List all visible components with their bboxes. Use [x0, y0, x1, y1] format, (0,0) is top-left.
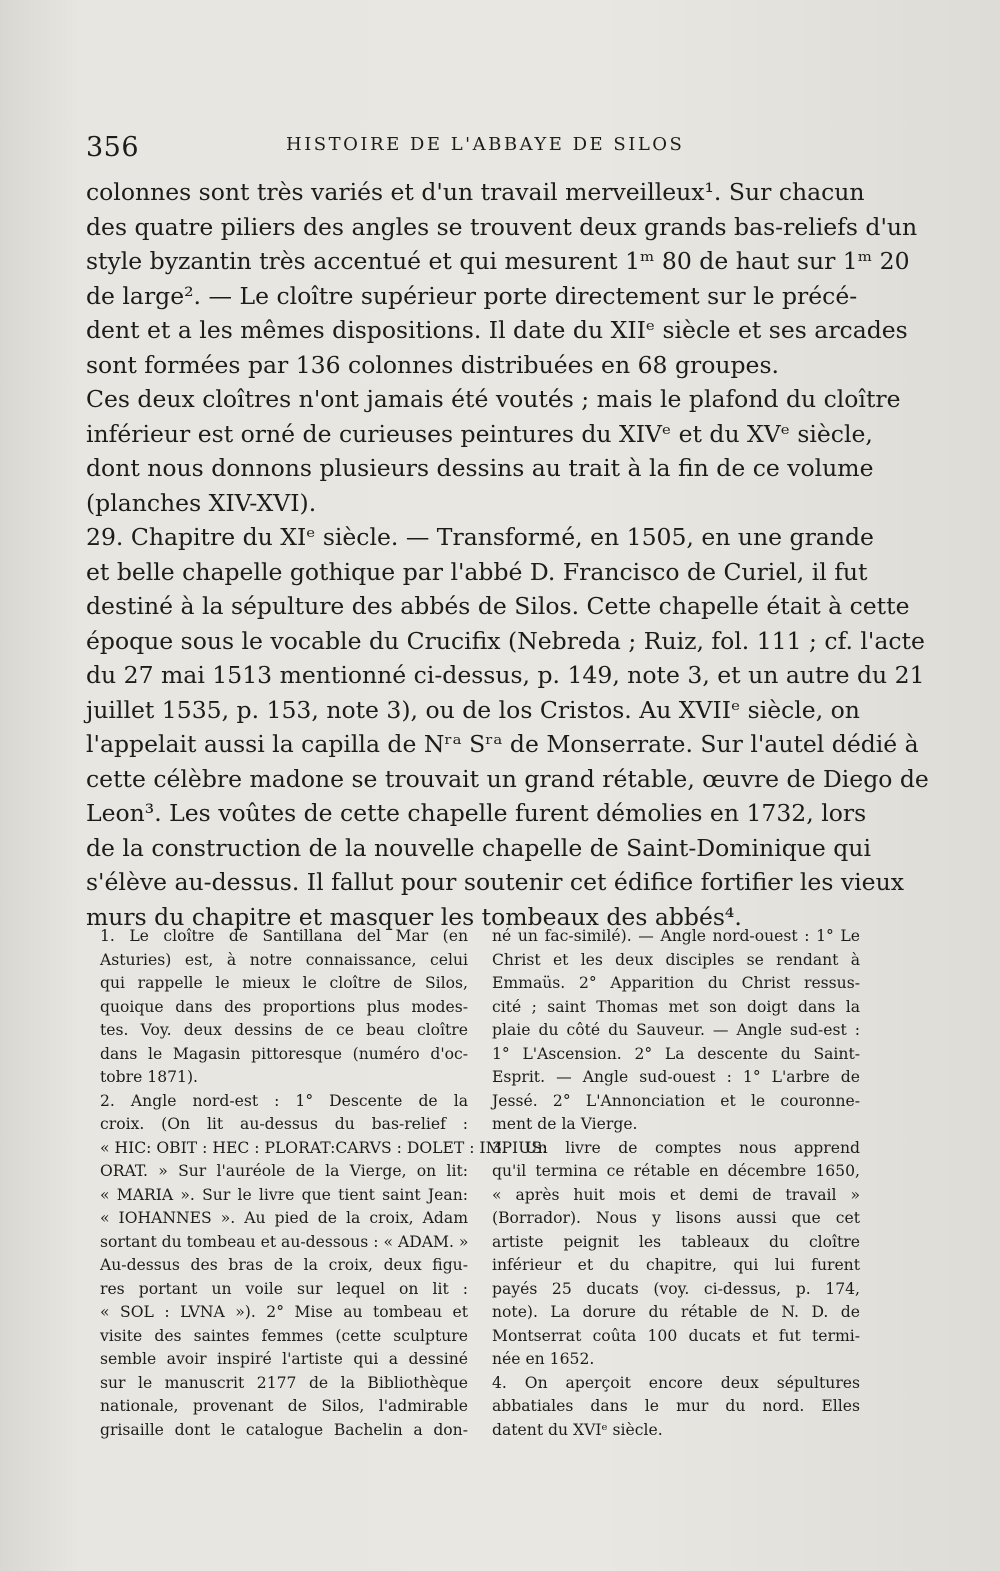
text-line: sont formées par 136 colonnes distribuées en 68 groupes.	[86, 350, 779, 379]
footnote-line: payés 25 ducats (voy. ci-dessus, p. 174,	[492, 1279, 860, 1298]
footnote-line: inférieur et du chapitre, qui lui furent	[492, 1256, 860, 1274]
footnote-line: 4. On aperçoit encore deux sépultures	[492, 1373, 860, 1392]
text-line: cette célèbre madone se trouvait un grand rétable, œuvre de Diego de	[86, 764, 929, 793]
text-line: juillet 1535, p. 153, note 3), ou de los Cristos. Au XVIIᵉ siècle, on	[86, 695, 860, 724]
text-line: (planches XIV-XVI).	[86, 488, 317, 517]
footnote-column-right	[492, 925, 860, 1442]
footnote-line: (Borrador). Nous y lisons aussi que cet	[492, 1209, 860, 1227]
text-line: dent et a les mêmes dispositions. Il date du XIIᵉ siècle et ses arcades	[86, 316, 908, 344]
text-line: des quatre piliers des angles se trouvent deux grands bas-reliefs d'un	[86, 212, 918, 241]
footnote-line: « MARIA ». Sur le livre que tient saint Jean:	[100, 1185, 468, 1204]
text-line: murs du chapitre et masquer les tombeaux des abbés⁴.	[86, 902, 742, 931]
footnote-line: nationale, provenant de Silos, l'admirable	[100, 1397, 468, 1415]
footnote-line: cité ; saint Thomas met son doigt dans la	[492, 997, 860, 1016]
main-text	[86, 175, 929, 934]
text-line: l'appelait aussi la capilla de Nʳᵃ Sʳᵃ de Monserrate. Sur l'autel dédié à	[86, 730, 919, 758]
footnote-line: sur le manuscrit 2177 de la Bibliothèque	[100, 1373, 468, 1392]
footnote-line: 2. Angle nord-est : 1° Descente de la	[100, 1091, 468, 1110]
footnote-line: res portant un voile sur lequel on lit :	[100, 1279, 468, 1298]
footnote-line: 1. Le cloître de Santillana del Mar (en	[100, 927, 468, 945]
footnote-line: Montserrat coûta 100 ducats et fut termi-	[492, 1326, 860, 1345]
footnote-line: plaie du côté du Sauveur. — Angle sud-est :	[492, 1021, 860, 1039]
text-line: Leon³. Les voûtes de cette chapelle furent démolies en 1732, lors	[86, 799, 867, 827]
footnote-line: née en 1652.	[492, 1350, 595, 1368]
footnote-line: Jessé. 2° L'Annonciation et le couronne-	[492, 1091, 860, 1110]
footnote-line: qui rappelle le mieux le cloître de Silos,	[100, 974, 468, 992]
footnote-line: Christ et les deux disciples se rendant à	[492, 950, 860, 969]
footnote-line: abbatiales dans le mur du nord. Elles	[492, 1397, 860, 1415]
footnote-line: artiste peignit les tableaux du cloître	[492, 1232, 860, 1251]
text-line: 29. Chapitre du XIᵉ siècle. — Transformé, en 1505, en une grande	[86, 523, 874, 551]
footnote-line: Esprit. — Angle sud-ouest : 1° L'arbre de	[492, 1068, 860, 1086]
footnote-line: croix. (On lit au-dessus du bas-relief :	[100, 1115, 468, 1133]
footnote-line: semble avoir inspiré l'artiste qui a dessiné	[100, 1350, 468, 1368]
text-line: époque sous le vocable du Crucifix (Nebreda ; Ruiz, fol. 111 ; cf. l'acte	[86, 626, 925, 655]
text-line: destiné à la sépulture des abbés de Silos. Cette chapelle était à cette	[86, 592, 910, 620]
footnote-line: « après huit mois et demi de travail »	[492, 1185, 860, 1204]
footnote-line: visite des saintes femmes (cette sculpture	[100, 1326, 468, 1345]
running-title: HISTOIRE DE L'ABBAYE DE SILOS	[286, 134, 685, 155]
footnotes	[100, 925, 860, 1442]
footnote-line: ment de la Vierge.	[492, 1115, 638, 1133]
page-number: 356	[86, 132, 140, 163]
text-line: et belle chapelle gothique par l'abbé D. Francisco de Curiel, il fut	[86, 557, 868, 586]
footnote-line: « IOHANNES ». Au pied de la croix, Adam	[100, 1209, 468, 1227]
text-line: du 27 mai 1513 mentionné ci-dessus, p. 149, note 3, et un autre du 21	[86, 661, 925, 689]
footnote-line: né un fac-similé). — Angle nord-ouest : 1° Le	[492, 927, 860, 945]
footnote-line: Au-dessus des bras de la croix, deux figu-	[100, 1256, 468, 1274]
footnote-line: note). La dorure du rétable de N. D. de	[492, 1303, 860, 1321]
page-header	[86, 122, 866, 162]
footnote-line: sortant du tombeau et au-dessous : « ADAM. »	[100, 1232, 469, 1251]
footnote-line: dans le Magasin pittoresque (numéro d'oc-	[100, 1044, 468, 1063]
text-line: Ces deux cloîtres n'ont jamais été voutés ; mais le plafond du cloître	[86, 385, 901, 413]
footnote-line: « SOL : LVNA »). 2° Mise au tombeau et	[100, 1303, 468, 1321]
footnote-line: tes. Voy. deux dessins de ce beau cloître	[100, 1021, 468, 1039]
footnote-line: « HIC: OBIT : HEC : PLORAT:CARVS : DOLET : IMPIUS:	[100, 1138, 548, 1157]
footnote-line: Asturies) est, à notre connaissance, celui	[100, 950, 468, 969]
text-line: de large². — Le cloître supérieur porte directement sur le précé-	[86, 281, 858, 310]
text-line: colonnes sont très variés et d'un travail merveilleux¹. Sur chacun	[86, 178, 865, 206]
footnote-line: 1° L'Ascension. 2° La descente du Saint-	[492, 1044, 860, 1063]
footnote-line: quoique dans des proportions plus modes-	[100, 997, 468, 1016]
footnote-line: Emmaüs. 2° Apparition du Christ ressus-	[492, 974, 860, 992]
text-line: inférieur est orné de curieuses peintures du XIVᵉ et du XVᵉ siècle,	[86, 419, 873, 448]
footnote-line: 3. Un livre de comptes nous apprend	[492, 1138, 860, 1157]
footnote-line: ORAT. » Sur l'auréole de la Vierge, on lit:	[100, 1162, 468, 1180]
text-line: style byzantin très accentué et qui mesurent 1ᵐ 80 de haut sur 1ᵐ 20	[86, 247, 910, 275]
footnote-line: datent du XVIᵉ siècle.	[492, 1420, 663, 1439]
footnote-line: grisaille dont le catalogue Bachelin a don-	[100, 1420, 468, 1439]
text-line: dont nous donnons plusieurs dessins au trait à la fin de ce volume	[86, 454, 874, 482]
footnote-line: qu'il termina ce rétable en décembre 1650,	[492, 1162, 860, 1180]
text-line: de la construction de la nouvelle chapelle de Saint-Dominique qui	[86, 833, 871, 862]
text-line: s'élève au-dessus. Il fallut pour soutenir cet édifice fortifier les vieux	[86, 868, 904, 896]
footnote-line: tobre 1871).	[100, 1068, 199, 1086]
